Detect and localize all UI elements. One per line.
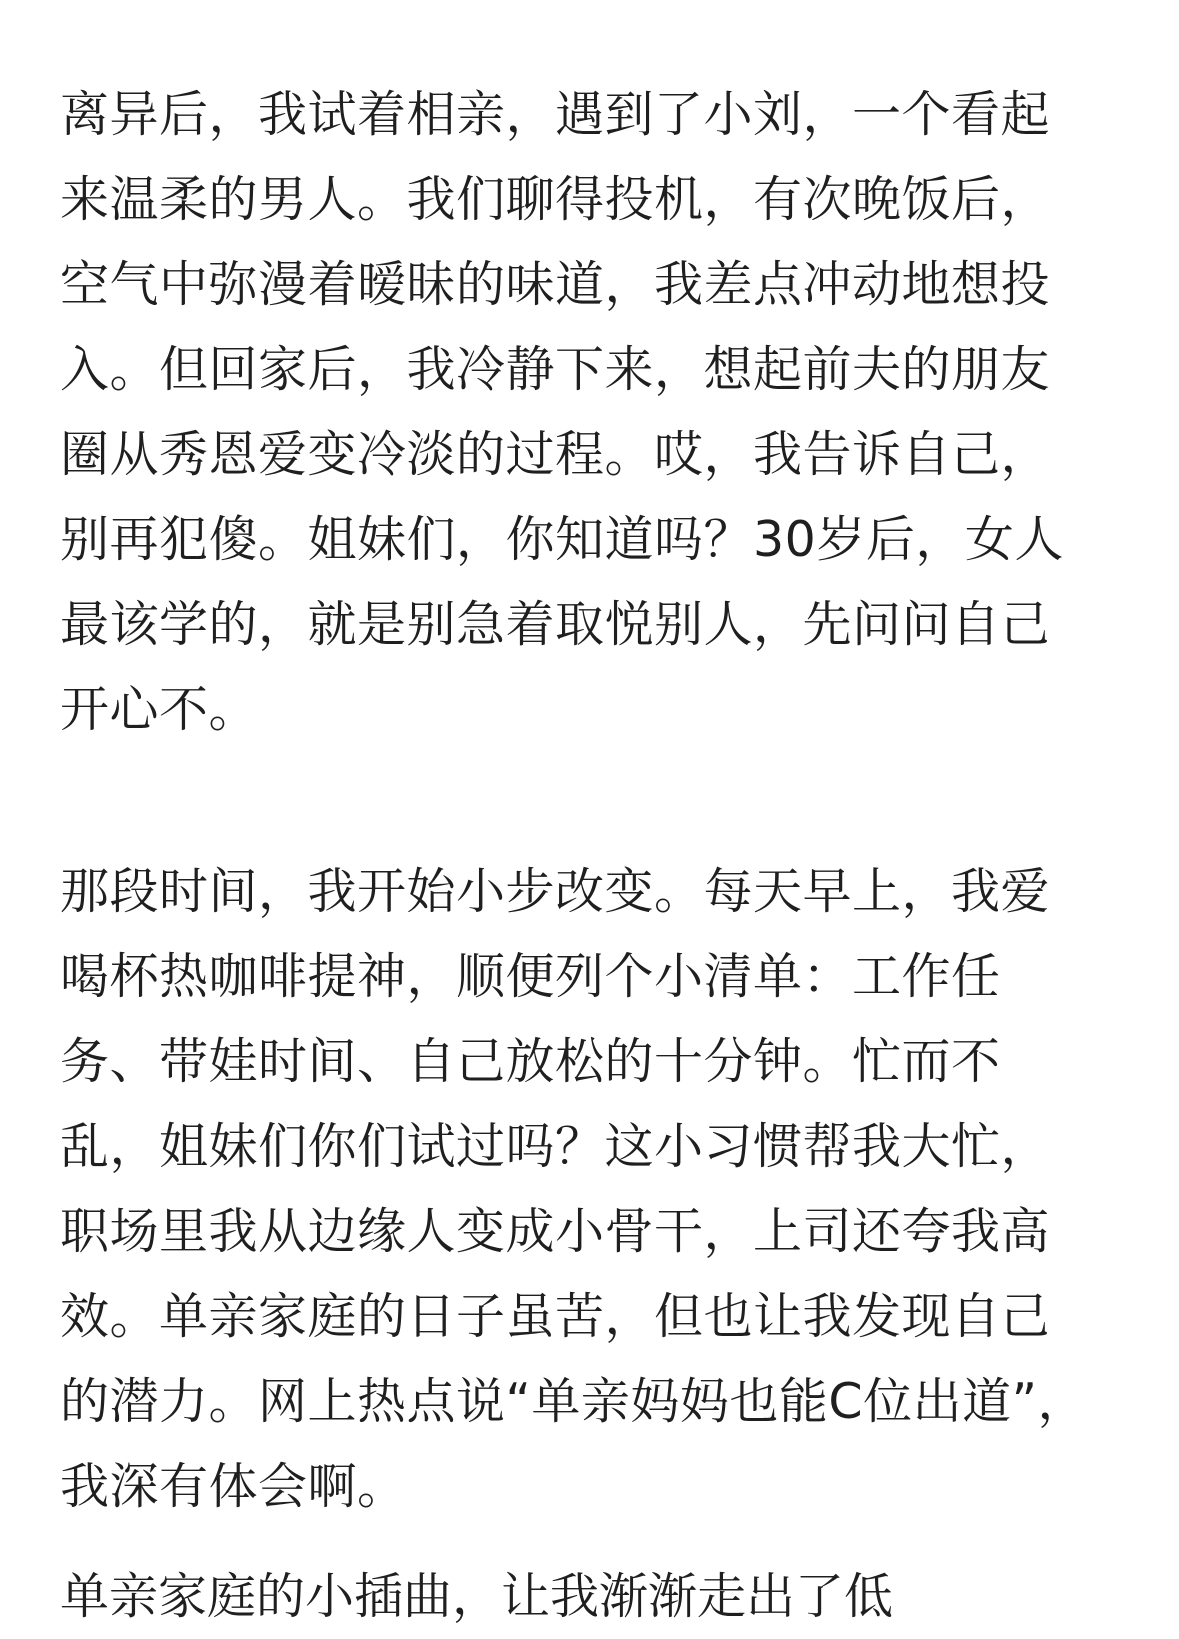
paragraph-1 [60,72,1070,752]
text-line: 职场里我从边缘人变成小骨干，上司还夸我高 [60,1203,1051,1260]
text-line: 别再犯傻。姐妹们，你知道吗？30岁后，女人 [60,511,1064,568]
article-body [60,72,1087,1529]
text-line: 圈从秀恩爱变冷淡的过程。哎，我告诉自己， [60,426,1051,483]
text-line: 效。单亲家庭的日子虽苦，但也让我发现自己 [60,1288,1051,1345]
text-line: 那段时间，我开始小步改变。每天早上，我爱 [60,863,1051,920]
paragraph-gap [60,752,1070,849]
text-line: 我深有体会啊。 [60,1458,407,1515]
text-line: 务、带娃时间、自己放松的十分钟。忙而不 [60,1033,1001,1090]
paragraph-3-partial: 单亲家庭的小插曲，让我渐渐走出了低 [60,1568,894,1625]
text-line: 入。但回家后，我冷静下来，想起前夫的朋友 [60,341,1051,398]
text-line: 开心不。 [60,681,259,738]
text-line: 最该学的，就是别急着取悦别人，先问问自己 [60,596,1051,653]
text-line: 来温柔的男人。我们聊得投机，有次晚饭后， [60,171,1051,228]
text-line: 喝杯热咖啡提神，顺便列个小清单：工作任 [60,948,1001,1005]
text-line: 空气中弥漫着暧昧的味道，我差点冲动地想投 [60,256,1051,313]
paragraph-2 [60,849,1087,1529]
text-line: 的潜力。网上热点说“单亲妈妈也能C位出道”， [60,1373,1087,1430]
text-line: 乱，姐妹们你们试过吗？这小习惯帮我大忙， [60,1118,1051,1175]
text-line: 离异后，我试着相亲，遇到了小刘，一个看起 [60,86,1051,143]
